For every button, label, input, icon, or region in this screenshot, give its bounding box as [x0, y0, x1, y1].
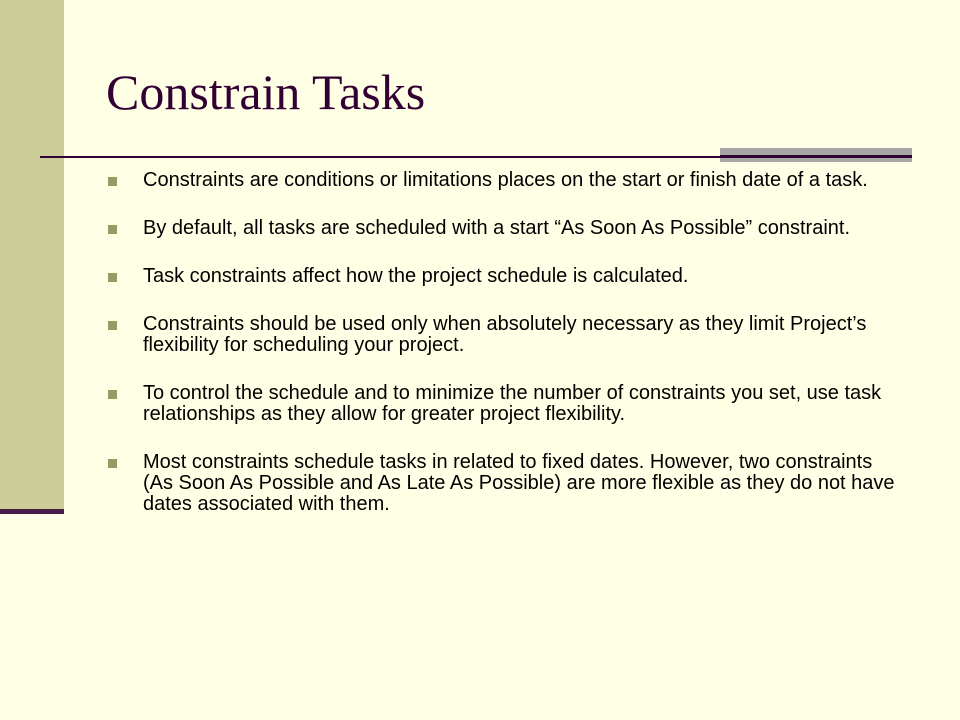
- slide-title: Constrain Tasks: [106, 64, 426, 120]
- square-bullet-icon: [108, 225, 117, 234]
- bullet-text: By default, all tasks are scheduled with a start “As Soon As Possible” constraint.: [143, 217, 851, 239]
- bullet-item: [106, 170, 906, 191]
- bullet-item: [106, 266, 906, 287]
- bullet-text: Most constraints schedule tasks in related to fixed dates. However, two constraints (As Soon As Possible and As Late As Possible) are more flexible as they do not have dates associated with them.: [143, 451, 895, 515]
- square-bullet-icon: [108, 273, 117, 282]
- bullet-text: Constraints should be used only when absolutely necessary as they limit Project’s flexibility for scheduling your project.: [143, 313, 867, 356]
- bullet-item: [106, 314, 906, 356]
- title-accent-line: [720, 155, 912, 157]
- square-bullet-icon: [108, 390, 117, 399]
- square-bullet-icon: [108, 459, 117, 468]
- bullet-list: [106, 170, 906, 542]
- left-band-underline: [0, 509, 64, 514]
- bullet-item: [106, 452, 906, 515]
- bullet-text: Constraints are conditions or limitations places on the start or finish date of a task.: [143, 169, 868, 191]
- bullet-item: [106, 218, 906, 239]
- left-decorative-band: [0, 0, 64, 510]
- square-bullet-icon: [108, 177, 117, 186]
- bullet-text: To control the schedule and to minimize the number of constraints you set, use task relationships as they allow for greater project flexibility.: [143, 382, 882, 425]
- bullet-text: Task constraints affect how the project schedule is calculated.: [143, 265, 689, 287]
- bullet-item: [106, 383, 906, 425]
- square-bullet-icon: [108, 321, 117, 330]
